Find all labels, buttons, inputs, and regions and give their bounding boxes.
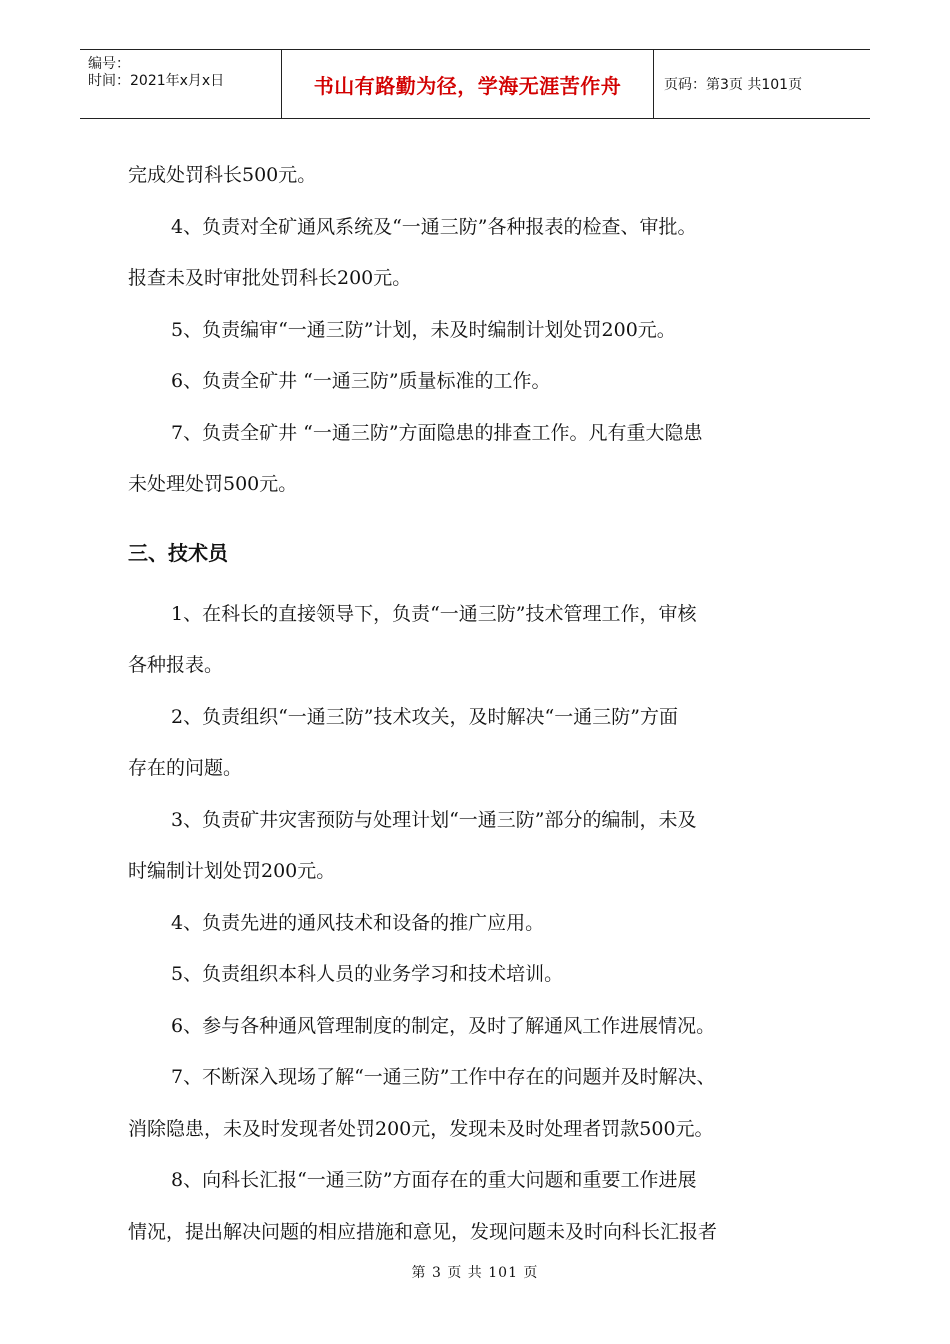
- body-line: 7、不断深入现场了解“一通三防”工作中存在的问题并及时解决、: [171, 1066, 716, 1088]
- body-line: 情况，提出解决问题的相应措施和意见，发现问题未及时向科长汇报者: [128, 1220, 718, 1243]
- body-line: 报查未及时审批处罚科长200元。: [128, 267, 412, 289]
- body-line: 5、负责组织本科人员的业务学习和技术培训。: [171, 963, 564, 985]
- body-line: 未处理处罚500元。: [128, 473, 298, 495]
- body-line: 4、负责对全矿通风系统及“一通三防”各种报表的检查、审批。: [171, 215, 697, 238]
- body-line: 2、负责组织“一通三防”技术攻关，及时解决“一通三防”方面: [171, 705, 678, 728]
- header-meta: [80, 50, 282, 118]
- body-line: 3、负责矿井灾害预防与处理计划“一通三防”部分的编制，未及: [171, 808, 697, 831]
- body-line: 存在的问题。: [128, 757, 243, 779]
- body-line: 5、负责编审“一通三防”计划，未及时编制计划处罚200元。: [171, 318, 676, 341]
- body-line: 时编制计划处罚200元。: [128, 860, 336, 882]
- header-motto: 书山有路勤为径，学海无涯苦作舟: [282, 50, 654, 118]
- document-body: [128, 150, 828, 1258]
- page-header: [80, 49, 870, 119]
- page-footer: 第 3 页 共 101 页: [411, 1265, 539, 1281]
- body-line: 4、负责先进的通风技术和设备的推广应用。: [171, 911, 545, 934]
- body-line: 6、负责全矿井 “一通三防”质量标准的工作。: [171, 370, 551, 392]
- doc-number-label: 编号：: [88, 56, 130, 72]
- body-line: 各种报表。: [128, 654, 224, 676]
- body-line: 7、负责全矿井 “一通三防”方面隐患的排查工作。凡有重大隐患: [171, 421, 703, 444]
- section-heading: 三、技术员: [128, 540, 228, 565]
- body-line: 6、参与各种通风管理制度的制定，及时了解通风工作进展情况。: [171, 1014, 716, 1037]
- doc-time-label: 时间：2021年x月x日: [88, 73, 225, 89]
- body-line: 8、向科长汇报“一通三防”方面存在的重大问题和重要工作进展: [171, 1169, 697, 1191]
- body-line: 完成处罚科长500元。: [128, 164, 317, 186]
- header-page-info: 页码：第3页 共101页: [664, 77, 803, 93]
- body-line: 1、在科长的直接领导下，负责“一通三防”技术管理工作，审核: [171, 602, 697, 625]
- body-line: 消除隐患，未及时发现者处罚200元，发现未及时处理者罚款500元。: [128, 1117, 714, 1140]
